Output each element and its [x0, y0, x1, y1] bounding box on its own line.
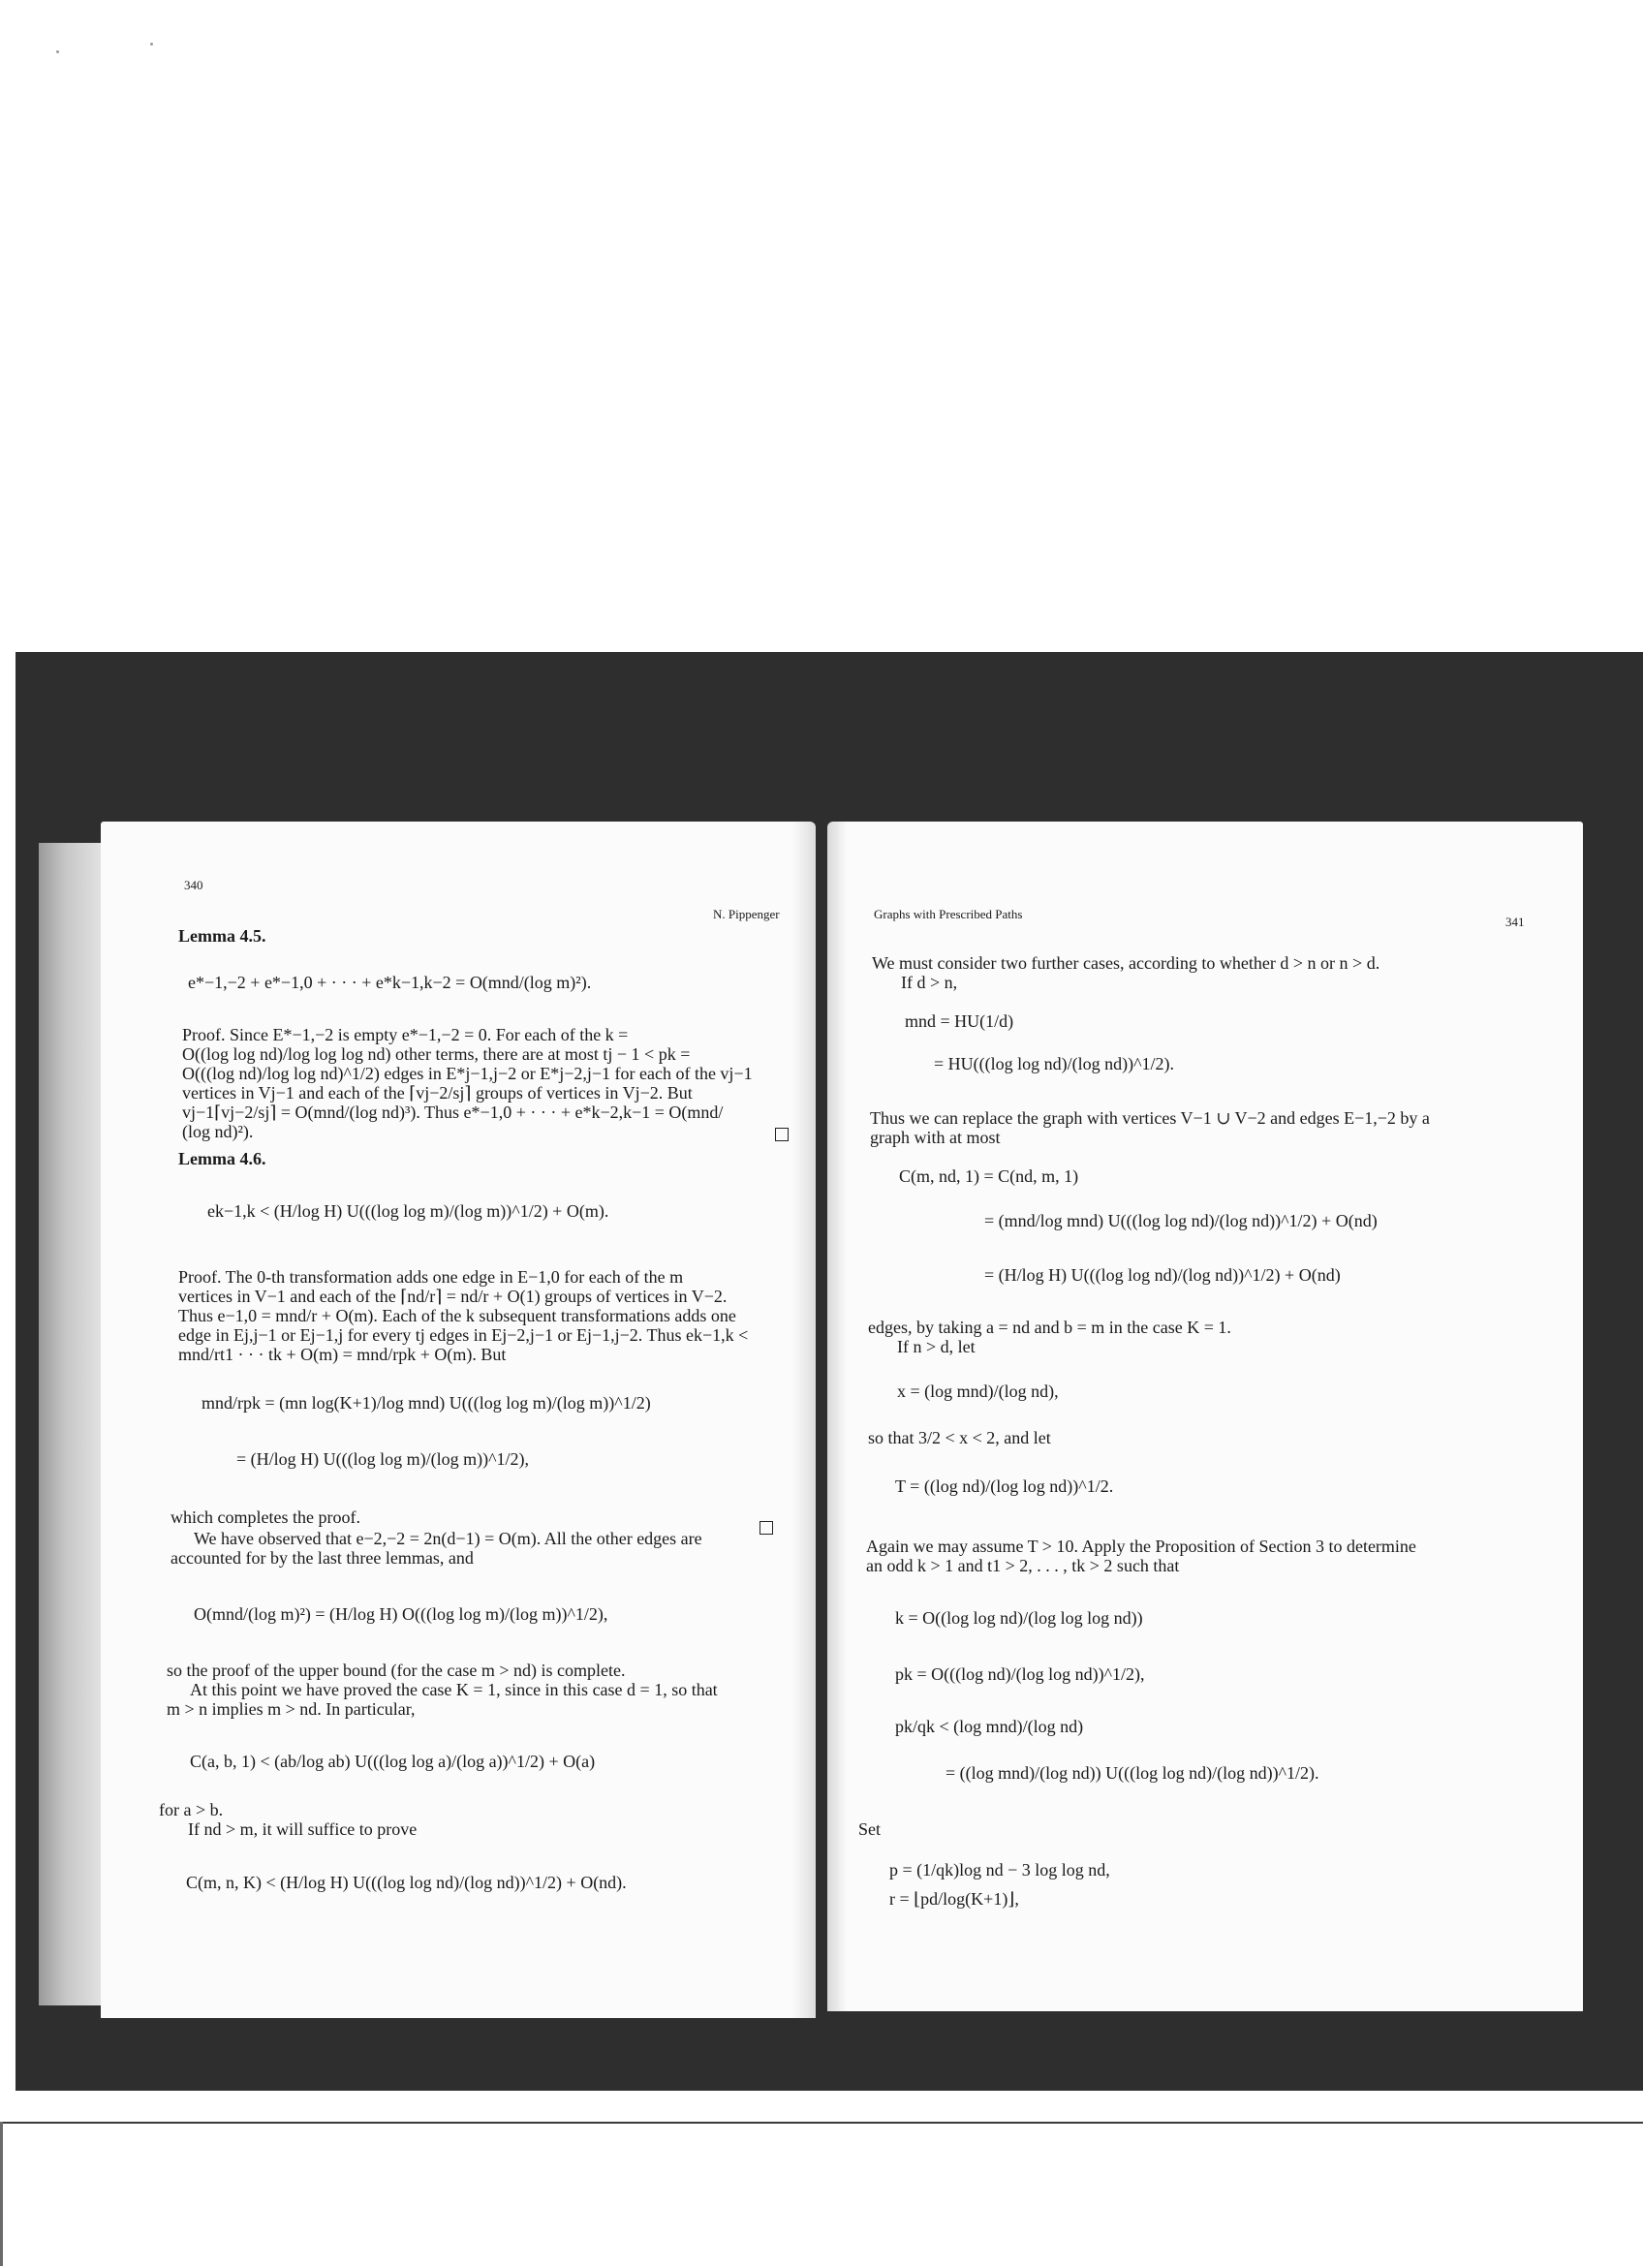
text-line: Thus e−1,0 = mnd/r + O(m). Each of the k subsequent transformations adds one	[178, 1306, 736, 1325]
display-equation: C(m, nd, 1) = C(nd, m, 1)	[899, 1166, 1079, 1186]
display-equation: = HU(((log log nd)/(log nd))^1/2).	[934, 1054, 1175, 1073]
display-equation: O(mnd/(log m)²) = (H/log H) O(((log log m)/(log m))^1/2),	[194, 1604, 608, 1624]
dust-speck	[56, 50, 59, 53]
page-number: 341	[1505, 915, 1525, 929]
running-head: N. Pippenger	[713, 907, 780, 921]
display-equation: = ((log mnd)/(log nd)) U(((log log nd)/(log nd))^1/2).	[946, 1763, 1319, 1783]
display-equation: pk = O(((log nd)/(log log nd))^1/2),	[895, 1664, 1145, 1684]
text-line: an odd k > 1 and t1 > 2, . . . , tk > 2 such that	[866, 1556, 1180, 1575]
text-line: O((log log nd)/log log log nd) other terms, there are at most tj − 1 < pk =	[182, 1044, 691, 1064]
text-line: so that 3/2 < x < 2, and let	[868, 1428, 1051, 1447]
scan-bottom-margin	[0, 2122, 1643, 2268]
text-line: Proof. Since E*−1,−2 is empty e*−1,−2 = 0. For each of the k =	[182, 1025, 629, 1044]
scan-bottom-edge	[0, 2122, 3, 2266]
text-line: At this point we have proved the case K = 1, since in this case d = 1, so that	[190, 1680, 718, 1699]
lemma-heading: Lemma 4.5.	[178, 926, 266, 946]
display-equation: mnd = HU(1/d)	[905, 1011, 1014, 1031]
text-line: If d > n,	[901, 973, 958, 992]
display-equation: e*−1,−2 + e*−1,0 + · · · + e*k−1,k−2 = O(mnd/(log m)²).	[188, 973, 592, 992]
qed-square	[775, 1128, 789, 1141]
text-line: edges, by taking a = nd and b = m in the case K = 1.	[868, 1318, 1231, 1337]
text-line: Set	[858, 1819, 882, 1839]
left-page	[101, 822, 816, 2018]
display-equation: pk/qk < (log mnd)/(log nd)	[895, 1717, 1084, 1736]
text-line: Again we may assume T > 10. Apply the Proposition of Section 3 to determine	[866, 1537, 1416, 1556]
display-equation: C(a, b, 1) < (ab/log ab) U(((log log a)/(log a))^1/2) + O(a)	[190, 1752, 596, 1771]
dust-speck	[150, 43, 153, 46]
text-line: We must consider two further cases, according to whether d > n or n > d.	[872, 953, 1380, 973]
text-line: (log nd)²).	[182, 1122, 254, 1141]
text-line: If nd > m, it will suffice to prove	[188, 1819, 418, 1839]
text-line: If n > d, let	[897, 1337, 976, 1356]
text-line: vertices in V−1 and each of the ⌈nd/r⌉ = nd/r + O(1) groups of vertices in V−2.	[178, 1287, 728, 1306]
running-head: Graphs with Prescribed Paths	[874, 907, 1023, 921]
display-equation: ek−1,k < (H/log H) U(((log log m)/(log m))^1/2) + O(m).	[207, 1201, 609, 1221]
display-equation: C(m, n, K) < (H/log H) U(((log log nd)/(log nd))^1/2) + O(nd).	[186, 1873, 627, 1892]
page-number: 340	[184, 878, 203, 892]
text-line: O(((log nd)/log log nd)^1/2) edges in E*j−1,j−2 or E*j−2,j−1 for each of the vj−1	[182, 1064, 753, 1083]
text-line: graph with at most	[870, 1128, 1001, 1147]
right-page	[827, 822, 1583, 2011]
display-equation: p = (1/qk)log nd − 3 log log nd,	[889, 1860, 1110, 1880]
book-spine-edge	[39, 843, 107, 2005]
text-line: mnd/rt1 · · · tk + O(m) = mnd/rpk + O(m). But	[178, 1345, 507, 1364]
text-line: We have observed that e−2,−2 = 2n(d−1) = O(m). All the other edges are	[194, 1529, 702, 1548]
qed-square	[760, 1521, 773, 1535]
text-line: so the proof of the upper bound (for the case m > nd) is complete.	[167, 1661, 626, 1680]
display-equation: = (H/log H) U(((log log m)/(log m))^1/2),	[236, 1449, 530, 1469]
text-line: edge in Ej,j−1 or Ej−1,j for every tj edges in Ej−2,j−1 or Ej−1,j−2. Thus ek−1,k <	[178, 1325, 749, 1345]
display-equation: mnd/rpk = (mn log(K+1)/log mnd) U(((log log m)/(log m))^1/2)	[202, 1393, 651, 1413]
text-line: which completes the proof.	[170, 1507, 360, 1527]
display-equation: T = ((log nd)/(log log nd))^1/2.	[895, 1476, 1114, 1496]
text-line: Thus we can replace the graph with vertices V−1 ∪ V−2 and edges E−1,−2 by a	[870, 1108, 1430, 1128]
text-line: accounted for by the last three lemmas, and	[170, 1548, 474, 1568]
display-equation: k = O((log log nd)/(log log log nd))	[895, 1608, 1143, 1628]
text-line: for a > b.	[159, 1800, 224, 1819]
display-equation: x = (log mnd)/(log nd),	[897, 1382, 1059, 1401]
text-line: Proof. The 0-th transformation adds one edge in E−1,0 for each of the m	[178, 1267, 684, 1287]
display-equation: = (mnd/log mnd) U(((log log nd)/(log nd))^1/2) + O(nd)	[984, 1211, 1378, 1230]
display-equation: r = ⌊pd/log(K+1)⌋,	[889, 1889, 1019, 1909]
lemma-heading: Lemma 4.6.	[178, 1149, 266, 1168]
text-line: m > n implies m > nd. In particular,	[167, 1699, 416, 1719]
text-line: vj−1⌈vj−2/sj⌉ = O(mnd/(log nd)³). Thus e*−1,0 + · · · + e*k−2,k−1 = O(mnd/	[182, 1103, 724, 1122]
text-line: vertices in Vj−1 and each of the ⌈vj−2/sj⌉ groups of vertices in Vj−2. But	[182, 1083, 693, 1103]
display-equation: = (H/log H) U(((log log nd)/(log nd))^1/2) + O(nd)	[984, 1265, 1341, 1285]
